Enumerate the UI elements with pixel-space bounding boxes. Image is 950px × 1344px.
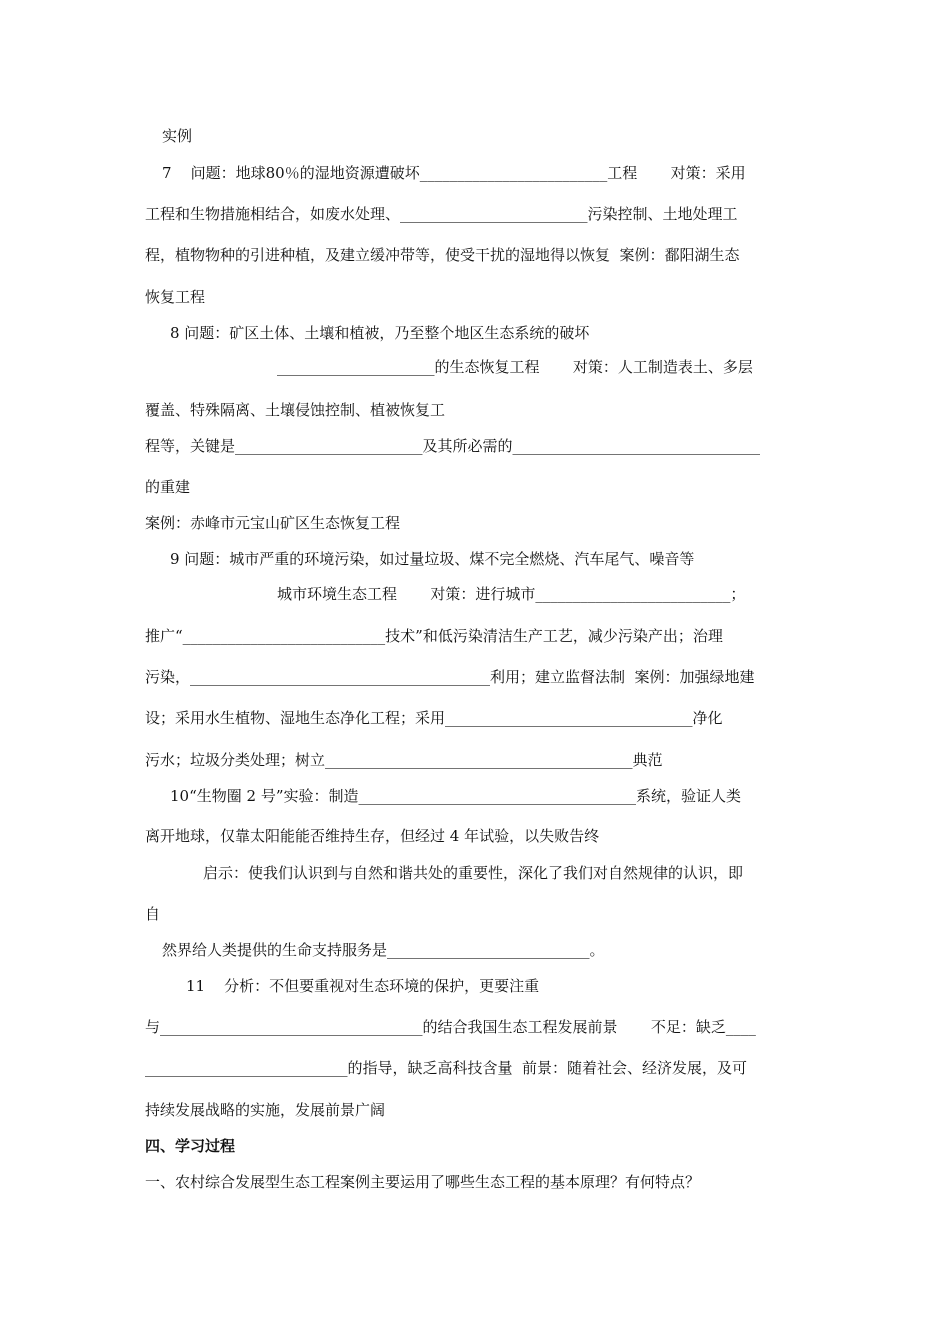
text-line: 程，植物物种的引进种植，及建立缓冲带等，使受干扰的湿地得以恢复 案例：鄱阳湖生态	[145, 246, 740, 264]
text-line: 自	[145, 905, 161, 923]
text-line: 离开地球，仅靠太阳能能否维持生存，但经过 4 年试验，以失败告终	[145, 827, 600, 845]
text-line: 9 问题：城市严重的环境污染，如过量垃圾、煤不完全燃烧、汽车尾气、噪音等	[170, 550, 695, 568]
text-line: 设；采用水生植物、湿地生态净化工程；采用_________________________________净化	[145, 709, 723, 727]
text-line: 10“生物圈 2 号”实验：制造_____________________________________系统，验证人类	[170, 787, 742, 805]
text-line: 的重建	[145, 478, 191, 496]
text-line: ___________________________的指导，缺乏高科技含量 前景：随着社会、经济发展，及可	[145, 1059, 748, 1077]
text-line: 8 问题：矿区土体、土壤和植被，乃至整个地区生态系统的破坏	[170, 324, 590, 342]
text-line: 启示：使我们认识到与自然和谐共处的重要性，深化了我们对自然规律的认识，即	[203, 864, 744, 882]
text-line: 城市环境生态工程 对策：进行城市__________________________；	[277, 585, 746, 603]
text-line: 程等，关键是_________________________及其所必需的_________________________________	[145, 437, 761, 455]
text-line: 案例：赤峰市元宝山矿区生态恢复工程	[145, 514, 401, 532]
text-line: 11 分析：不但要重视对生态环境的保护，更要注重	[186, 977, 540, 995]
text-line: 恢复工程	[145, 288, 206, 306]
text-line: 持续发展战略的实施，发展前景广阔	[145, 1101, 386, 1119]
text-line: 工程和生物措施相结合，如废水处理、_________________________污染控制、土地处理工	[145, 205, 738, 223]
text-line: 覆盖、特殊隔离、土壤侵蚀控制、植被恢复工	[145, 401, 446, 419]
text-line: 然界给人类提供的生命支持服务是___________________________。	[162, 941, 605, 959]
text-line: 污水；垃圾分类处理；树立_________________________________________典范	[145, 751, 663, 769]
text-line: 实例	[162, 127, 193, 145]
text-line: _____________________的生态恢复工程 对策：人工制造表土、多层	[277, 358, 753, 376]
question-line: 一、农村综合发展型生态工程案例主要运用了哪些生态工程的基本原理？有何特点？	[145, 1173, 701, 1191]
section-heading: 四、学习过程	[145, 1137, 236, 1155]
text-line: 与___________________________________的结合我国生态工程发展前景 不足：缺乏____	[145, 1018, 756, 1036]
text-line: 污染，________________________________________利用；建立监督法制 案例：加强绿地建	[145, 668, 755, 686]
text-line: 7 问题：地球80％的湿地资源遭破坏_________________________工程 对策：采用	[162, 164, 746, 182]
text-line: 推广“___________________________技术”和低污染清洁生产工艺，减少污染产出；治理	[145, 627, 723, 645]
